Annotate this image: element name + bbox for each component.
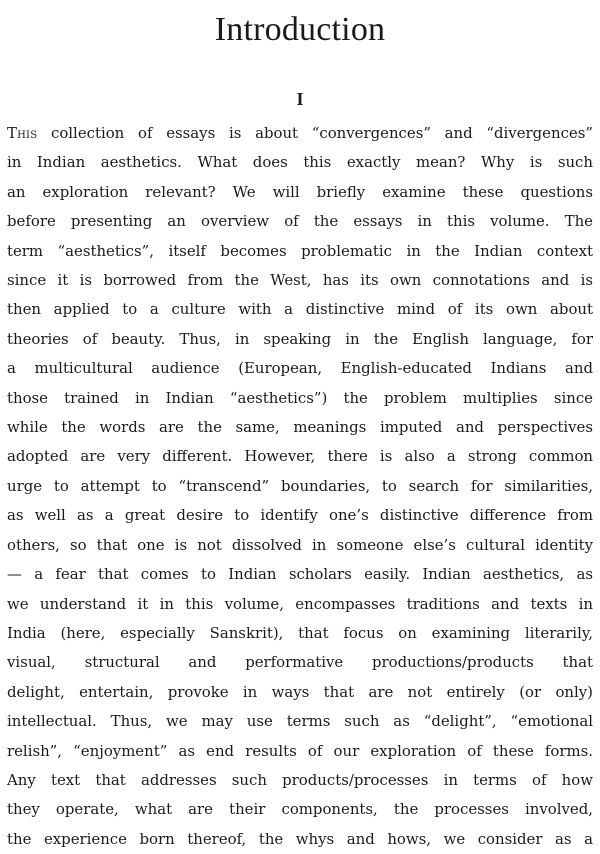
text-line: intellectual. Thus, we may use terms such as “delight”, “emotional — [7, 712, 593, 731]
text-line: the experience born thereof, the whys and hows, we consider as a — [7, 829, 593, 848]
text-line: — a fear that comes to Indian scholars easily. Indian aesthetics, as — [7, 565, 593, 584]
text-line: delight, entertain, provoke in ways that are not entirely (or only) — [7, 682, 593, 701]
text-line: India (here, especially Sanskrit), that focus on examining literarily, — [7, 623, 593, 642]
body-paragraph — [7, 119, 593, 854]
text-line: in Indian aesthetics. What does this exactly mean? Why is such — [7, 153, 593, 172]
text-line: a multicultural audience (European, English-educated Indians and — [7, 359, 593, 378]
text-line: as well as a great desire to identify one’s distinctive difference from — [7, 506, 593, 525]
section-number: I — [296, 89, 304, 109]
text-line: Any text that addresses such products/processes in terms of how — [7, 770, 593, 789]
text-line: others, so that one is not dissolved in someone else’s cultural identity — [7, 535, 593, 554]
text-line: then applied to a culture with a distinctive mind of its own about — [7, 300, 593, 319]
text-line: urge to attempt to “transcend” boundaries, to search for similarities, — [7, 476, 593, 495]
text-line: those trained in Indian “aesthetics”) the problem multiplies since — [7, 388, 593, 407]
small-caps-lead-in: This — [7, 124, 38, 142]
text-line: before presenting an overview of the essays in this volume. The — [7, 212, 593, 231]
text-line: an exploration relevant? We will briefly examine these questions — [7, 182, 593, 201]
text-line: visual, structural and performative productions/products that — [7, 653, 593, 672]
text-line — [7, 119, 593, 148]
text-line: theories of beauty. Thus, in speaking in the English language, for — [7, 329, 593, 348]
text-line: term “aesthetics”, itself becomes problematic in the Indian context — [7, 241, 593, 260]
text-line: adopted are very different. However, there is also a strong common — [7, 447, 593, 466]
chapter-title: Introduction — [214, 11, 386, 48]
text-line: while the words are the same, meanings imputed and perspectives — [7, 418, 593, 437]
text-line: since it is borrowed from the West, has its own connotations and is — [7, 271, 593, 290]
text-line: we understand it in this volume, encompasses traditions and texts in — [7, 594, 593, 613]
text-line-content: collection of essays is about “convergences” and “divergences” — [37, 124, 593, 142]
text-line: relish”, “enjoyment” as end results of our exploration of these forms. — [7, 741, 593, 760]
text-line: they operate, what are their components, the processes involved, — [7, 800, 593, 819]
